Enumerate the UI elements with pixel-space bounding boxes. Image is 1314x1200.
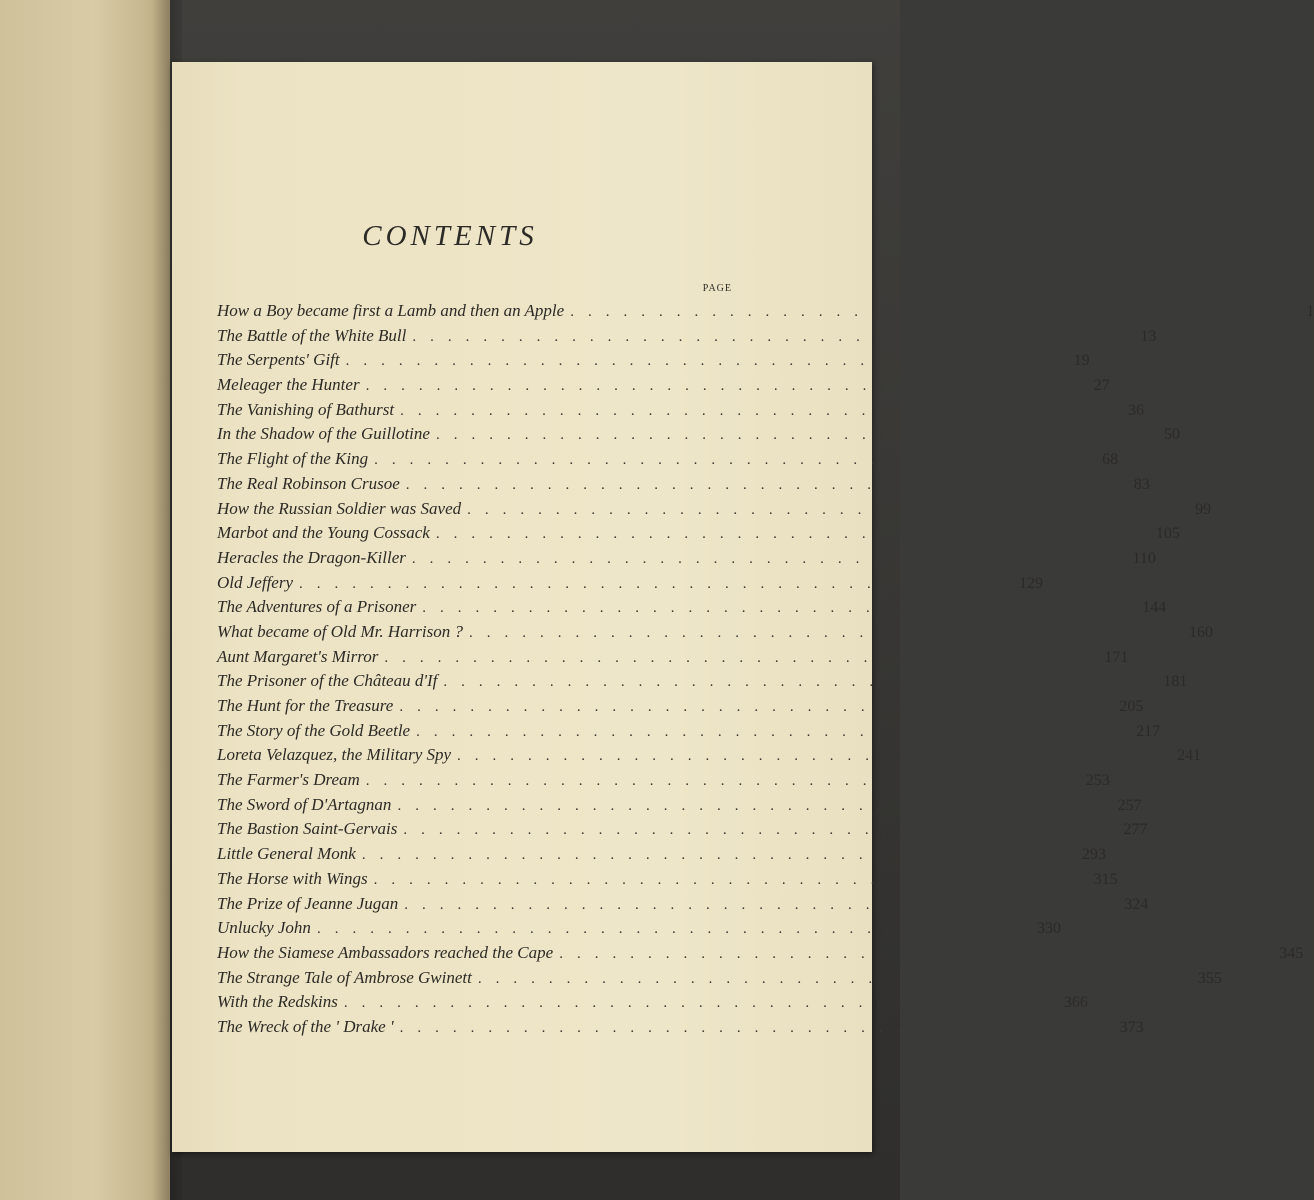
toc-entry-title: Loreta Velazquez, the Military Spy xyxy=(217,745,452,765)
toc-entry-title: The Hunt for the Treasure xyxy=(217,696,394,715)
dot-leader: ........................................ xyxy=(412,328,1123,345)
toc-entry-title: The Sword of D'Artagnan xyxy=(217,794,392,814)
toc-entry-title: How the Siamese Ambassadors reached the Cape xyxy=(217,942,554,962)
toc-entry-page: 27 xyxy=(1093,377,1110,395)
toc-entry xyxy=(217,941,1304,966)
toc-entry-page: 277 xyxy=(1123,821,1148,839)
page-column-header: PAGE xyxy=(702,283,732,294)
toc-entry-page: 257 xyxy=(1117,796,1142,814)
toc-entry xyxy=(217,447,1119,472)
toc-entry xyxy=(217,719,1161,744)
toc-entry-page: 68 xyxy=(1102,451,1119,469)
toc-entry-page: 129 xyxy=(1019,574,1043,592)
toc-entry xyxy=(217,990,1088,1015)
toc-entry-title: The Bastion Saint-Gervais xyxy=(217,819,398,839)
dot-leader: ........................................ xyxy=(404,896,1115,913)
dot-leader: ........................................ xyxy=(570,304,1281,320)
dot-leader: ........................................ xyxy=(316,921,1027,938)
toc-entry-page: 110 xyxy=(1132,549,1156,567)
toc-entry xyxy=(217,966,1222,991)
toc-entry xyxy=(217,324,1157,349)
toc-entry xyxy=(217,916,1061,941)
dot-leader: ........................................ xyxy=(405,476,1116,493)
toc-entry-page: 105 xyxy=(1155,525,1180,543)
dot-leader: ........................................ xyxy=(345,353,1056,370)
toc-entry-title: The Serpents' Gift xyxy=(217,350,340,370)
toc-entry xyxy=(217,398,1145,423)
toc-entry xyxy=(217,892,1149,917)
toc-entry-title: The Wreck of the ' Drake ' xyxy=(217,1016,394,1036)
dot-leader: ........................................ xyxy=(365,773,1076,790)
dot-leader: ........................................ xyxy=(343,995,1054,1012)
toc-entry-title: What became of Old Mr. Harrison ? xyxy=(217,621,464,641)
toc-entry-title: The Horse with Wings xyxy=(217,868,368,888)
toc-entry xyxy=(217,867,1118,892)
dot-leader: ........................................ xyxy=(422,600,1133,617)
toc-entry-title: Little General Monk xyxy=(217,844,356,864)
toc-entry xyxy=(217,348,1090,373)
toc-entry-page: 330 xyxy=(1036,920,1061,938)
dot-leader: ........................................ xyxy=(397,797,1108,814)
dot-leader: ........................................ xyxy=(416,723,1127,740)
toc-entry-title: Aunt Margaret's Mirror xyxy=(217,646,379,666)
toc-entry-title: Meleager the Hunter xyxy=(217,375,360,395)
toc-entry xyxy=(217,743,1202,768)
toc-entry xyxy=(217,768,1110,793)
dot-leader: ........................................ xyxy=(443,674,1154,691)
toc-entry-page: 315 xyxy=(1093,870,1118,888)
toc-entry-page: 324 xyxy=(1124,895,1149,913)
toc-entry-title: The Real Robinson Crusoe xyxy=(217,473,400,493)
toc-entry-page: 366 xyxy=(1063,994,1088,1012)
dot-leader: ........................................ xyxy=(365,378,1076,395)
dot-leader: ........................................ xyxy=(435,526,1146,543)
toc-entry-title: Marbot and the Young Cossack xyxy=(217,523,430,543)
toc-entry xyxy=(217,422,1180,447)
toc-entry-title: The Vanishing of Bathurst xyxy=(217,399,395,419)
toc-entry xyxy=(217,793,1142,818)
toc-entry-page: 1 xyxy=(1306,303,1314,320)
toc-entry xyxy=(217,669,1188,694)
toc-entry xyxy=(217,571,1043,596)
toc-entry-title: The Flight of the King xyxy=(217,449,369,469)
dot-leader: ........................................ xyxy=(384,649,1095,666)
toc-entry xyxy=(217,595,1167,620)
toc-entry xyxy=(217,299,1314,324)
toc-entry xyxy=(217,546,1156,571)
left-page xyxy=(0,0,170,1200)
toc-entry-page: 345 xyxy=(1279,944,1304,962)
toc-entry-page: 373 xyxy=(1119,1018,1144,1036)
toc-entry-page: 181 xyxy=(1163,673,1188,691)
toc-entry xyxy=(217,694,1144,719)
toc-entry xyxy=(217,1015,1144,1040)
dot-leader: ........................................ xyxy=(467,501,1178,518)
dot-leader: ........................................ xyxy=(299,575,1009,592)
toc-entry xyxy=(217,620,1214,645)
toc-entry-page: 171 xyxy=(1104,648,1129,666)
dot-leader: ........................................ xyxy=(457,748,1168,765)
toc-entry-title: The Farmer's Dream xyxy=(217,770,360,790)
page-title: CONTENTS xyxy=(362,220,538,252)
toc-entry-title: The Prisoner of the Château d'If xyxy=(217,671,438,691)
toc-entry-page: 217 xyxy=(1136,722,1161,740)
table-of-contents xyxy=(217,299,1314,1040)
dot-leader: ........................................ xyxy=(403,822,1114,839)
toc-entry-page: 160 xyxy=(1189,623,1214,641)
dot-leader: ........................................ xyxy=(374,452,1085,469)
toc-entry xyxy=(217,842,1106,867)
toc-entry-page: 19 xyxy=(1073,352,1090,370)
dot-leader: ........................................ xyxy=(361,847,1072,864)
dot-leader: ........................................ xyxy=(559,945,1270,962)
toc-entry xyxy=(217,645,1129,670)
toc-entry-title: The Adventures of a Prisoner xyxy=(217,597,417,617)
toc-entry-title: Old Jeffery xyxy=(217,572,293,592)
toc-entry xyxy=(217,817,1148,842)
toc-entry-title: The Battle of the White Bull xyxy=(217,325,407,345)
toc-entry-title: The Strange Tale of Ambrose Gwinett xyxy=(217,967,472,987)
toc-entry-title: How a Boy became first a Lamb and then an Apple xyxy=(217,301,565,320)
toc-entry-page: 36 xyxy=(1128,401,1145,419)
dot-leader: ........................................ xyxy=(411,550,1122,567)
toc-entry-title: The Story of the Gold Beetle xyxy=(217,720,411,740)
toc-entry-title: With the Redskins xyxy=(217,992,338,1012)
toc-entry xyxy=(217,472,1150,497)
toc-entry-title: Unlucky John xyxy=(217,918,311,938)
toc-entry-page: 13 xyxy=(1140,327,1157,345)
toc-entry-title: How the Russian Soldier was Saved xyxy=(217,498,462,518)
dot-leader: ........................................ xyxy=(400,402,1111,419)
toc-entry-page: 83 xyxy=(1133,475,1150,493)
toc-entry-page: 144 xyxy=(1142,599,1167,617)
toc-entry-page: 99 xyxy=(1195,500,1212,518)
toc-entry xyxy=(217,497,1212,522)
toc-entry-page: 241 xyxy=(1177,747,1202,765)
toc-entry-page: 253 xyxy=(1085,772,1110,790)
toc-entry-page: 205 xyxy=(1119,698,1144,715)
dot-leader: ........................................ xyxy=(373,871,1084,888)
toc-entry-title: In the Shadow of the Guillotine xyxy=(217,424,430,444)
toc-entry-page: 293 xyxy=(1081,846,1106,864)
toc-entry xyxy=(217,373,1110,398)
toc-entry-page: 50 xyxy=(1163,426,1180,444)
toc-entry xyxy=(217,521,1180,546)
dot-leader: ........................................ xyxy=(399,1019,1110,1036)
dot-leader: ........................................ xyxy=(477,970,1188,987)
toc-entry-title: Heracles the Dragon-Killer xyxy=(217,547,406,567)
dot-leader: ........................................ xyxy=(469,624,1180,641)
toc-entry-page: 355 xyxy=(1197,969,1222,987)
toc-entry-title: The Prize of Jeanne Jugan xyxy=(217,893,399,913)
dot-leader: ........................................ xyxy=(435,427,1146,444)
dot-leader: ........................................ xyxy=(399,699,1110,715)
